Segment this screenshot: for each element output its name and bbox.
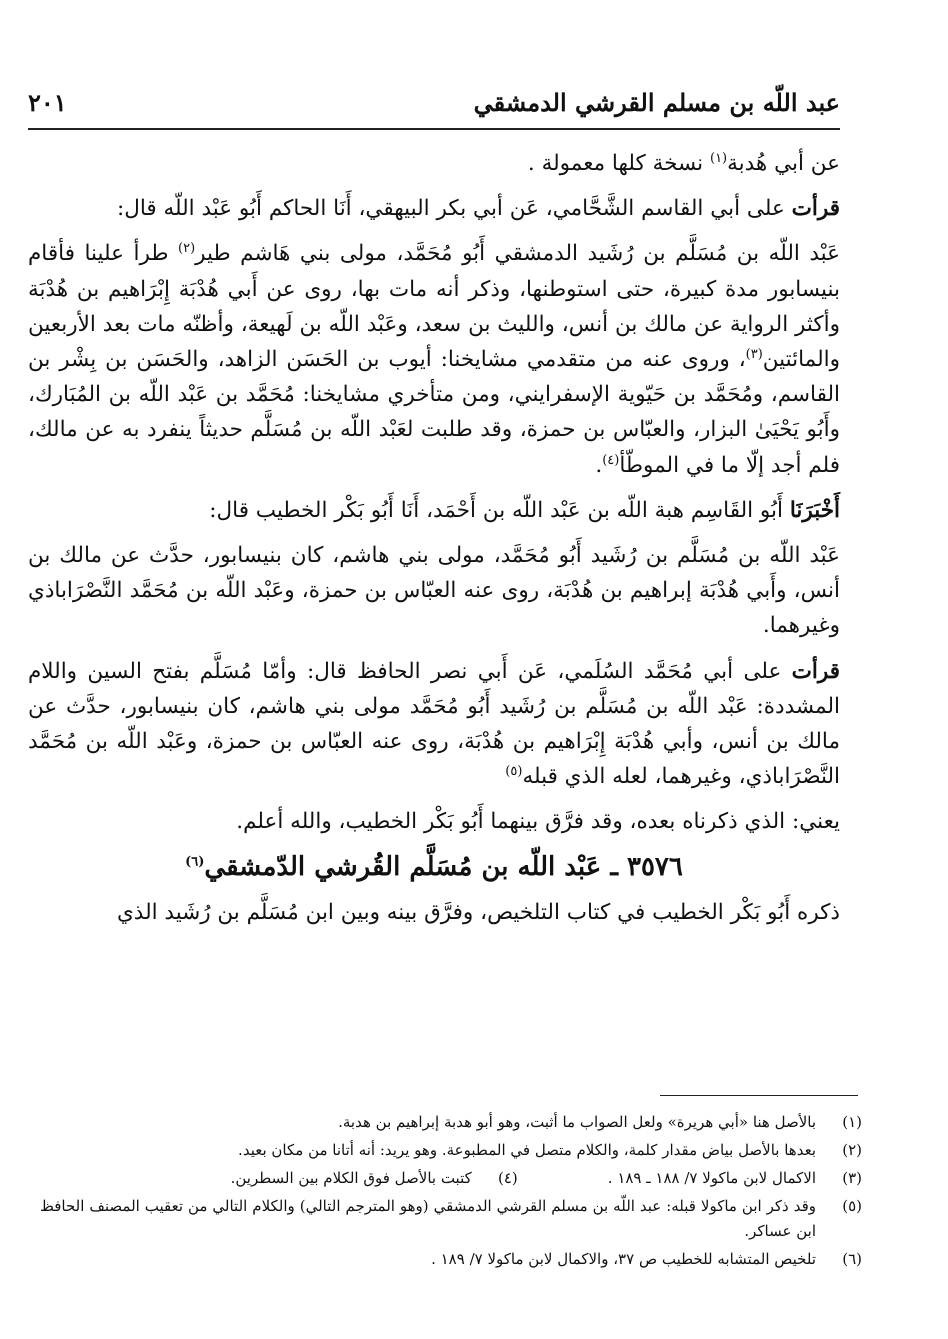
text: عن أبي هُدبة [727, 151, 840, 176]
text: طرأ علينا فأقام بنيسابور مدة كبيرة، حتى استوطنها، وذكر أنه مات بها، روى عن أَبي هُدْبَة إِبْرَاهيم بن هُدْبَة وأكثر الرواية عن مالك بن أنس، والليث بن سعد، وعَبْد اللّه بن لَهيعة، وأظنّه مات بعد الأربعين والمائتين [28, 241, 840, 373]
footnote-number: (٥) [842, 1197, 862, 1215]
footnote-6 [40, 1247, 862, 1272]
footnote-text: بعدها بالأصل بياض مقدار كلمة، والكلام متصل في المطبوعة. وهو يريد: أنه أتانا من مكان بعيد. [238, 1141, 816, 1159]
text: ، وروى عنه من متقدمي مشايخنا: أيوب بن الحَسَن الزاهد، والحَسَن بن بِشْر بن القاسم، ومُحَمَّد بن حَيّوية الإسفرايني، ومن متأخري مشايخنا: مُحَمَّد بن عَبْد اللّه بن المُبَارك، وأَبُو يَحْيَىٰ البزار، والعبّاس بن حمزة، وقد طلبت لعَبْد اللّه بن مُسَلَّم حديثاً ينفرد به عن مالك، فلم أجد إلّا ما في الموطّأ [28, 347, 840, 478]
paragraph-3 [28, 236, 840, 482]
footnote-ref-6: (٦) [185, 854, 205, 869]
footnote-number: (١) [842, 1113, 862, 1131]
footnote-separator [660, 1095, 858, 1096]
footnote-number: (٦) [842, 1250, 862, 1268]
text: أَبُو القَاسِم هبة اللّه بن عَبْد اللّه بن أَحْمَد، أَنَا أَبُو بَكْر الخطيب قال: [209, 497, 790, 523]
text: على أبي مُحَمَّد السُلَمي، عَن أَبي نصر الحافظ قال: وأمّا مُسَلَّم بفتح السين واللام المشددة: عَبْد اللّه بن مُسَلَّم بن رُشَيد أَبُو مُحَمَّد مولى بني هاشم، كان بنيسابور، حدَّث عن مالك بن أنس، وأبي هُدْبَة إِبْرَاهيم بن هُدْبَة، روى عنه العبّاس بن حمزة، وعَبْد اللّه بن مُحَمَّد النَّصْرَاباذي، وغيرهما، لعله الذي قبله [28, 658, 840, 790]
footnote-ref-3: (٣) [745, 346, 763, 362]
text: . [595, 452, 603, 478]
footnote-number: (٣) [842, 1169, 862, 1187]
page-header [28, 88, 840, 128]
footnote-text: وقد ذكر ابن ماكولا قبله: عبد اللّه بن مسلم القرشي الدمشقي (وهو المترجم التالي) والكلام التالي من تعقيب المصنف الحافظ ابن عساكر. [40, 1197, 816, 1240]
footnote-1 [40, 1110, 862, 1135]
text: ذكره أَبُو بَكْر الخطيب في كتاب التلخيص، وفرَّق بينه وبين ابن مُسَلَّم بن رُشَيد الذي [116, 899, 840, 925]
text: يعني: الذي ذكرناه بعده، وقد فرَّق بينهما أَبُو بَكْر الخطيب، والله أعلم. [236, 809, 840, 835]
paragraph-4 [28, 493, 840, 528]
paragraph-2 [28, 191, 840, 226]
footnotes [40, 1110, 862, 1275]
text: عَبْد اللّه بن مُسَلَّم بن رُشَيد أَبُو مُحَمَّد، مولى بني هاشم، كان بنيسابور، حدَّث عن مالك بن أنس، وأَبي هُدْبَة إبراهيم بن هُدْبَة، روى عنه العبّاس بن حمزة، وعَبْد اللّه بن مُحَمَّد النَّصْرَاباذي وغيرهما. [28, 543, 840, 639]
header-rule [28, 128, 840, 130]
main-text [28, 146, 840, 940]
paragraph-5 [28, 538, 840, 644]
paragraph-lead-word: أَخْبَرَنَا [789, 497, 840, 523]
text: عَبْد اللّه بن مُسَلَّم بن رُشَيد الدمشقي أَبُو مُحَمَّد، مولى بني هَاشم طير [195, 241, 840, 267]
footnote-ref-2: (٢) [178, 241, 196, 257]
footnote-text: الاكمال لابن ماكولا ٧/ ١٨٨ ـ ١٨٩ . [607, 1169, 816, 1187]
footnote-2 [40, 1138, 862, 1163]
page-number: ٢٠١ [28, 88, 67, 117]
footnote-text: تلخيص المتشابه للخطيب ص ٣٧، والاكمال لابن ماكولا ٧/ ١٨٩ . [431, 1250, 816, 1268]
text: على أبي القاسم الشَّحَّامي، عَن أبي بكر البيهقي، أَنَا الحاكم أَبُو عَبْد اللّه قال: [116, 196, 792, 222]
paragraph-8 [28, 895, 840, 930]
paragraph-6 [28, 654, 840, 795]
footnote-ref-4: (٤) [602, 452, 620, 468]
paragraph-lead-word: قرأت [791, 658, 840, 684]
footnote-5 [40, 1194, 862, 1244]
paragraph-lead-word: قرأت [791, 196, 840, 222]
footnote-ref-5: (٥) [505, 764, 523, 780]
running-title: عبد اللّه بن مسلم القرشي الدمشقي [473, 88, 840, 117]
footnote-text: بالأصل هنا «أبي هريرة» ولعل الصواب ما أثبت، وهو أبو هدبة إبراهيم بن هدبة. [338, 1113, 816, 1131]
paragraph-7 [28, 804, 840, 839]
paragraph-1 [28, 146, 840, 181]
entry-heading-text: ٣٥٧٦ ـ عَبْد اللّه بن مُسَلَّم القُرشي الدّمشقي [204, 851, 683, 882]
footnote-3-4 [40, 1166, 862, 1191]
footnote-number: (٤) [497, 1169, 518, 1187]
footnote-ref-1: (١) [709, 150, 728, 166]
text: نسخة كلها معمولة . [527, 151, 710, 176]
footnote-number: (٢) [842, 1141, 862, 1159]
footnote-text: كتبت بالأصل فوق الكلام بين السطرين. [230, 1169, 472, 1187]
entry-heading [28, 850, 840, 885]
